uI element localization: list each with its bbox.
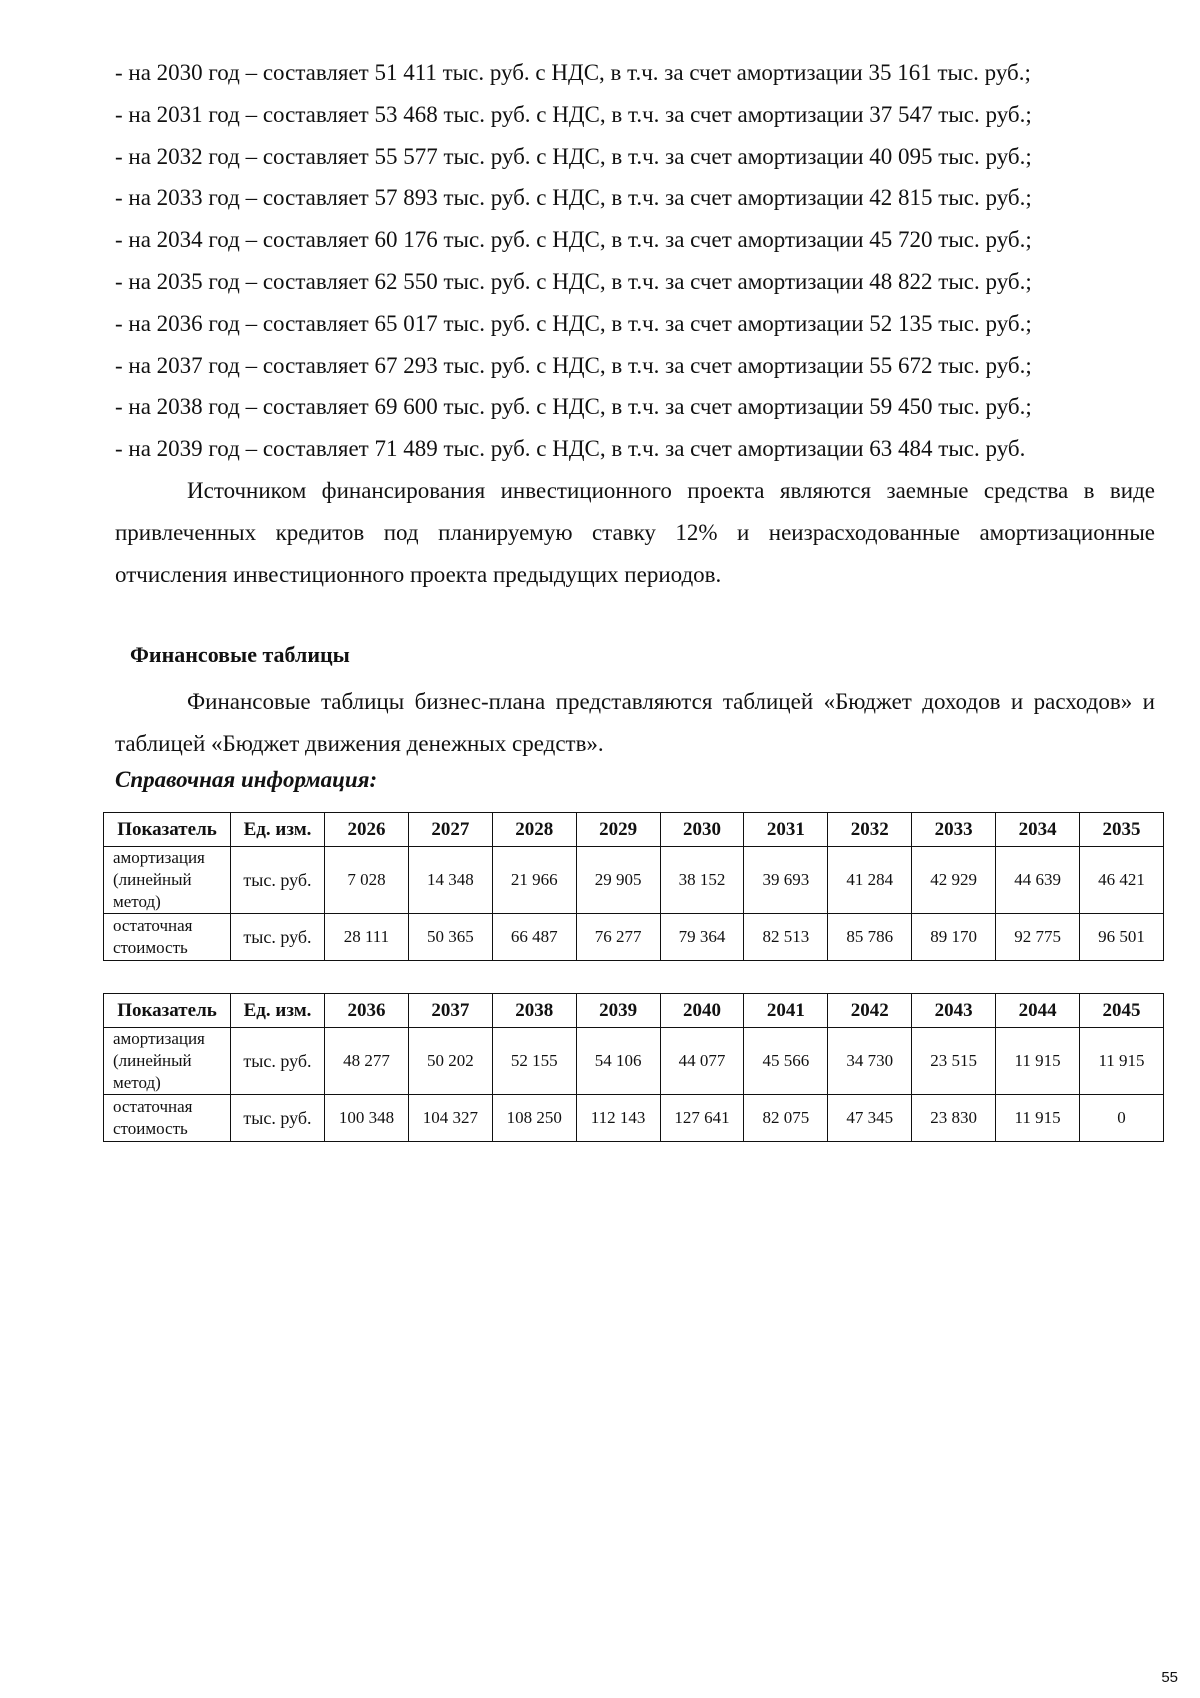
value-cell: 44 639 <box>996 847 1080 914</box>
value-cell: 41 284 <box>828 847 912 914</box>
indicator-cell: амортизация (линейный метод) <box>104 1028 231 1095</box>
column-header: 2031 <box>744 813 828 847</box>
column-header: 2027 <box>408 813 492 847</box>
column-header: 2029 <box>576 813 660 847</box>
value-cell: 47 345 <box>828 1095 912 1142</box>
list-item: - на 2038 год – составляет 69 600 тыс. руб. с НДС, в т.ч. за счет амортизации 59 450 тыс. руб.; <box>115 394 1032 420</box>
column-header: 2039 <box>576 994 660 1028</box>
value-cell: 50 202 <box>408 1028 492 1095</box>
section-heading: Финансовые таблицы <box>130 642 350 667</box>
value-cell: 0 <box>1080 1095 1164 1142</box>
table-row <box>104 914 1164 961</box>
column-header: 2041 <box>744 994 828 1028</box>
column-header: 2036 <box>325 994 409 1028</box>
value-cell: 29 905 <box>576 847 660 914</box>
value-cell: 127 641 <box>660 1095 744 1142</box>
value-cell: 11 915 <box>996 1095 1080 1142</box>
list-item: - на 2030 год – составляет 51 411 тыс. руб. с НДС, в т.ч. за счет амортизации 35 161 тыс. руб.; <box>115 60 1031 85</box>
value-cell: 48 277 <box>325 1028 409 1095</box>
value-cell: 100 348 <box>325 1095 409 1142</box>
value-cell: 79 364 <box>660 914 744 961</box>
value-cell: 11 915 <box>1080 1028 1164 1095</box>
value-cell: 112 143 <box>576 1095 660 1142</box>
table-row <box>104 1095 1164 1142</box>
column-header: 2042 <box>828 994 912 1028</box>
investment-by-year-list <box>115 52 1155 470</box>
funding-source-paragraph: Источником финансирования инвестиционного проекта являются заемные средства в виде привлеченных кредитов под планируемую ставку 12% и неизрасходованные амортизационные отчисления инвестиционного проекта предыдущих периодов. <box>115 478 1155 587</box>
value-cell: 11 915 <box>996 1028 1080 1095</box>
value-cell: 14 348 <box>408 847 492 914</box>
value-cell: 23 830 <box>912 1095 996 1142</box>
column-header: 2045 <box>1080 994 1164 1028</box>
table-row <box>104 847 1164 914</box>
value-cell: 82 075 <box>744 1095 828 1142</box>
indicator-cell: остаточная стоимость <box>104 914 231 961</box>
unit-cell: тыс. руб. <box>231 1095 325 1142</box>
value-cell: 54 106 <box>576 1028 660 1095</box>
value-cell: 104 327 <box>408 1095 492 1142</box>
value-cell: 85 786 <box>828 914 912 961</box>
unit-cell: тыс. руб. <box>231 847 325 914</box>
value-cell: 7 028 <box>325 847 409 914</box>
value-cell: 39 693 <box>744 847 828 914</box>
column-header: 2037 <box>408 994 492 1028</box>
column-header: 2034 <box>996 813 1080 847</box>
value-cell: 66 487 <box>492 914 576 961</box>
value-cell: 23 515 <box>912 1028 996 1095</box>
column-header: Ед. изм. <box>231 813 325 847</box>
value-cell: 89 170 <box>912 914 996 961</box>
table-row <box>104 1028 1164 1095</box>
value-cell: 44 077 <box>660 1028 744 1095</box>
unit-cell: тыс. руб. <box>231 1028 325 1095</box>
column-header: Ед. изм. <box>231 994 325 1028</box>
value-cell: 45 566 <box>744 1028 828 1095</box>
column-header: Показатель <box>104 813 231 847</box>
value-cell: 96 501 <box>1080 914 1164 961</box>
value-cell: 92 775 <box>996 914 1080 961</box>
list-item: - на 2037 год – составляет 67 293 тыс. руб. с НДС, в т.ч. за счет амортизации 55 672 тыс. руб.; <box>115 352 1032 378</box>
list-item: - на 2032 год – составляет 55 577 тыс. руб. с НДС, в т.ч. за счет амортизации 40 095 тыс. руб.; <box>115 143 1032 169</box>
list-item: - на 2036 год – составляет 65 017 тыс. руб. с НДС, в т.ч. за счет амортизации 52 135 тыс. руб.; <box>115 310 1032 336</box>
indicator-cell: амортизация (линейный метод) <box>104 847 231 914</box>
value-cell: 21 966 <box>492 847 576 914</box>
column-header: 2028 <box>492 813 576 847</box>
column-header: 2044 <box>996 994 1080 1028</box>
value-cell: 76 277 <box>576 914 660 961</box>
indicator-cell: остаточная стоимость <box>104 1095 231 1142</box>
column-header: 2032 <box>828 813 912 847</box>
column-header: 2026 <box>325 813 409 847</box>
value-cell: 46 421 <box>1080 847 1164 914</box>
table-header-row <box>104 813 1164 847</box>
column-header: Показатель <box>104 994 231 1028</box>
reference-info-heading: Справочная информация: <box>115 767 378 792</box>
column-header: 2033 <box>912 813 996 847</box>
value-cell: 82 513 <box>744 914 828 961</box>
list-item: - на 2034 год – составляет 60 176 тыс. руб. с НДС, в т.ч. за счет амортизации 45 720 тыс. руб.; <box>115 227 1032 253</box>
depreciation-table-2026-2035 <box>103 812 1164 961</box>
value-cell: 38 152 <box>660 847 744 914</box>
column-header: 2043 <box>912 994 996 1028</box>
depreciation-table-2036-2045 <box>103 993 1164 1142</box>
value-cell: 108 250 <box>492 1095 576 1142</box>
value-cell: 52 155 <box>492 1028 576 1095</box>
list-item: - на 2035 год – составляет 62 550 тыс. руб. с НДС, в т.ч. за счет амортизации 48 822 тыс. руб.; <box>115 268 1032 294</box>
value-cell: 28 111 <box>325 914 409 961</box>
table-header-row <box>104 994 1164 1028</box>
list-item: - на 2033 год – составляет 57 893 тыс. руб. с НДС, в т.ч. за счет амортизации 42 815 тыс. руб.; <box>115 185 1032 211</box>
column-header: 2040 <box>660 994 744 1028</box>
column-header: 2030 <box>660 813 744 847</box>
list-item: - на 2039 год – составляет 71 489 тыс. руб. с НДС, в т.ч. за счет амортизации 63 484 тыс. руб. <box>115 436 1026 462</box>
value-cell: 42 929 <box>912 847 996 914</box>
value-cell: 34 730 <box>828 1028 912 1095</box>
column-header: 2035 <box>1080 813 1164 847</box>
financial-tables-paragraph: Финансовые таблицы бизнес-плана представляются таблицей «Бюджет доходов и расходов» и таблицей «Бюджет движения денежных средств». <box>115 689 1155 756</box>
list-item: - на 2031 год – составляет 53 468 тыс. руб. с НДС, в т.ч. за счет амортизации 37 547 тыс. руб.; <box>115 101 1032 127</box>
value-cell: 50 365 <box>408 914 492 961</box>
unit-cell: тыс. руб. <box>231 914 325 961</box>
column-header: 2038 <box>492 994 576 1028</box>
page-number: 55 <box>1161 1669 1178 1686</box>
